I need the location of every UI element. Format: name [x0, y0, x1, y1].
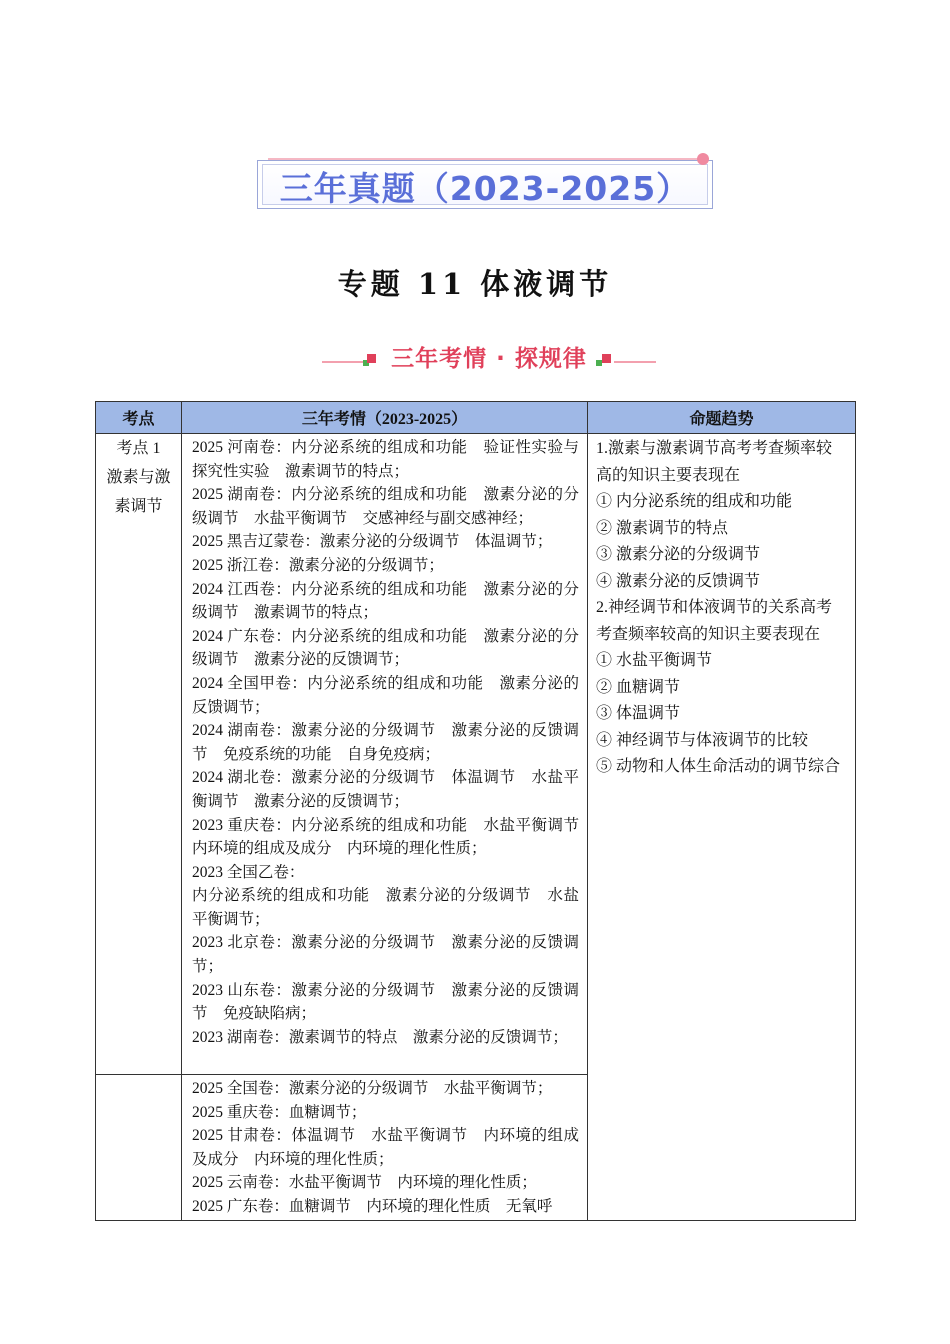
exam-entry: 2025 广东卷：血糖调节 内环境的理化性质 无氧呼	[192, 1197, 553, 1215]
exam-entry: 2025 云南卷：水盐平衡调节 内环境的理化性质；	[192, 1174, 537, 1192]
subtitle-right-red-square	[602, 354, 611, 363]
exam-entry: 2023 山东卷：激素分泌的分级调节 激素分泌的反馈调节 免疫缺陷病；	[192, 981, 579, 1023]
banner-dot-decoration	[697, 153, 709, 165]
exam-entry: 2023 重庆卷：内分泌系统的组成和功能 水盐平衡调节 内环境的组成及成分 内环境的理化性质；	[192, 816, 595, 858]
exam-entry: 2024 广东卷：内分泌系统的组成和功能 激素分泌的分级调节 激素分泌的反馈调节；	[192, 627, 579, 669]
header-topic: 考点	[96, 402, 182, 434]
trend-item: ② 激素调节的特点	[596, 519, 729, 537]
title-banner	[257, 160, 713, 209]
exam-entry: 2025 黑吉辽蒙卷：激素分泌的分级调节 体温调节；	[192, 533, 553, 551]
trend-item: ② 血糖调节	[596, 678, 681, 696]
trend-item: 2.神经调节和体液调节的关系高考考查频率较高的知识主要表现在	[596, 599, 833, 643]
document-title: 专题 11 体液调节	[337, 267, 613, 301]
trend-item: ① 内分泌系统的组成和功能	[596, 493, 793, 510]
exams-cell	[182, 1075, 588, 1221]
subtitle-right-line	[614, 361, 656, 363]
topic-line: 考点 1	[116, 440, 161, 457]
topic-cell	[96, 434, 182, 1075]
exam-entry: 2024 湖南卷：激素分泌的分级调节 激素分泌的反馈调节 免疫系统的功能 自身免疫病；	[192, 722, 579, 763]
exam-entry: 2024 全国甲卷：内分泌系统的组成和功能 激素分泌的反馈调节；	[192, 674, 579, 716]
exam-entry: 2025 全国卷：激素分泌的分级调节 水盐平衡调节；	[192, 1080, 553, 1097]
subtitle-right-green-square	[596, 360, 602, 366]
exam-entry: 2023 湖南卷：激素调节的特点 激素分泌的反馈调节；	[192, 1028, 568, 1046]
topic-line: 激素与激	[106, 469, 171, 486]
trend-item: ③ 激素分泌的分级调节	[596, 546, 761, 563]
table-header-row	[96, 402, 856, 434]
exam-entry: 2025 重庆卷：血糖调节；	[192, 1103, 367, 1121]
topic-cell-empty	[96, 1075, 182, 1221]
exam-entry: 2025 河南卷：内分泌系统的组成和功能 验证性实验与探究性实验 激素调节的特点；	[192, 439, 579, 480]
header-exams: 三年考情（2023-2025）	[182, 402, 588, 434]
exam-entry: 2025 湖南卷：内分泌系统的组成和功能 激素分泌的分级调节 水盐平衡调节 交感神经与副交感神经；	[192, 486, 579, 527]
exam-entry: 2023 北京卷：激素分泌的分级调节 激素分泌的反馈调节；	[192, 934, 579, 976]
trend-item: ⑤ 动物和人体生命活动的调节综合	[596, 758, 841, 775]
exams-cell	[182, 434, 595, 1075]
trend-item: ④ 激素分泌的反馈调节	[596, 572, 761, 590]
exam-entry: 2023 全国乙卷：	[192, 863, 305, 881]
topic-line: 素调节	[114, 498, 163, 515]
exam-entry: 内分泌系统的组成和功能 激素分泌的分级调节 水盐平衡调节；	[192, 887, 579, 928]
banner-text: 三年真题（2023-2025）	[279, 169, 691, 208]
exam-analysis-table	[95, 401, 856, 1221]
header-trend: 命题趋势	[588, 402, 856, 434]
exams-cell-clip	[192, 1077, 579, 1220]
trend-item: ③ 体温调节	[596, 705, 681, 722]
subtitle-text: 三年考情 · 探规律	[391, 346, 587, 372]
exam-entry: 2024 湖北卷：激素分泌的分级调节 体温调节 水盐平衡调节 激素分泌的反馈调节；	[192, 769, 579, 810]
trend-item: 1.激素与激素调节高考考查频率较高的知识主要表现在	[596, 440, 833, 484]
trend-cell	[588, 434, 856, 1221]
exam-entry: 2024 江西卷：内分泌系统的组成和功能 激素分泌的分级调节 激素调节的特点；	[192, 580, 579, 622]
trend-item: ① 水盐平衡调节	[596, 652, 713, 669]
table-row	[96, 434, 856, 1075]
exam-entry: 2025 甘肃卷：体温调节 水盐平衡调节 内环境的组成及成分 内环境的理化性质；	[192, 1127, 579, 1168]
section-subtitle	[322, 338, 656, 378]
exam-entry: 2025 浙江卷：激素分泌的分级调节；	[192, 556, 444, 574]
trend-item: ④ 神经调节与体液调节的比较	[596, 731, 809, 749]
